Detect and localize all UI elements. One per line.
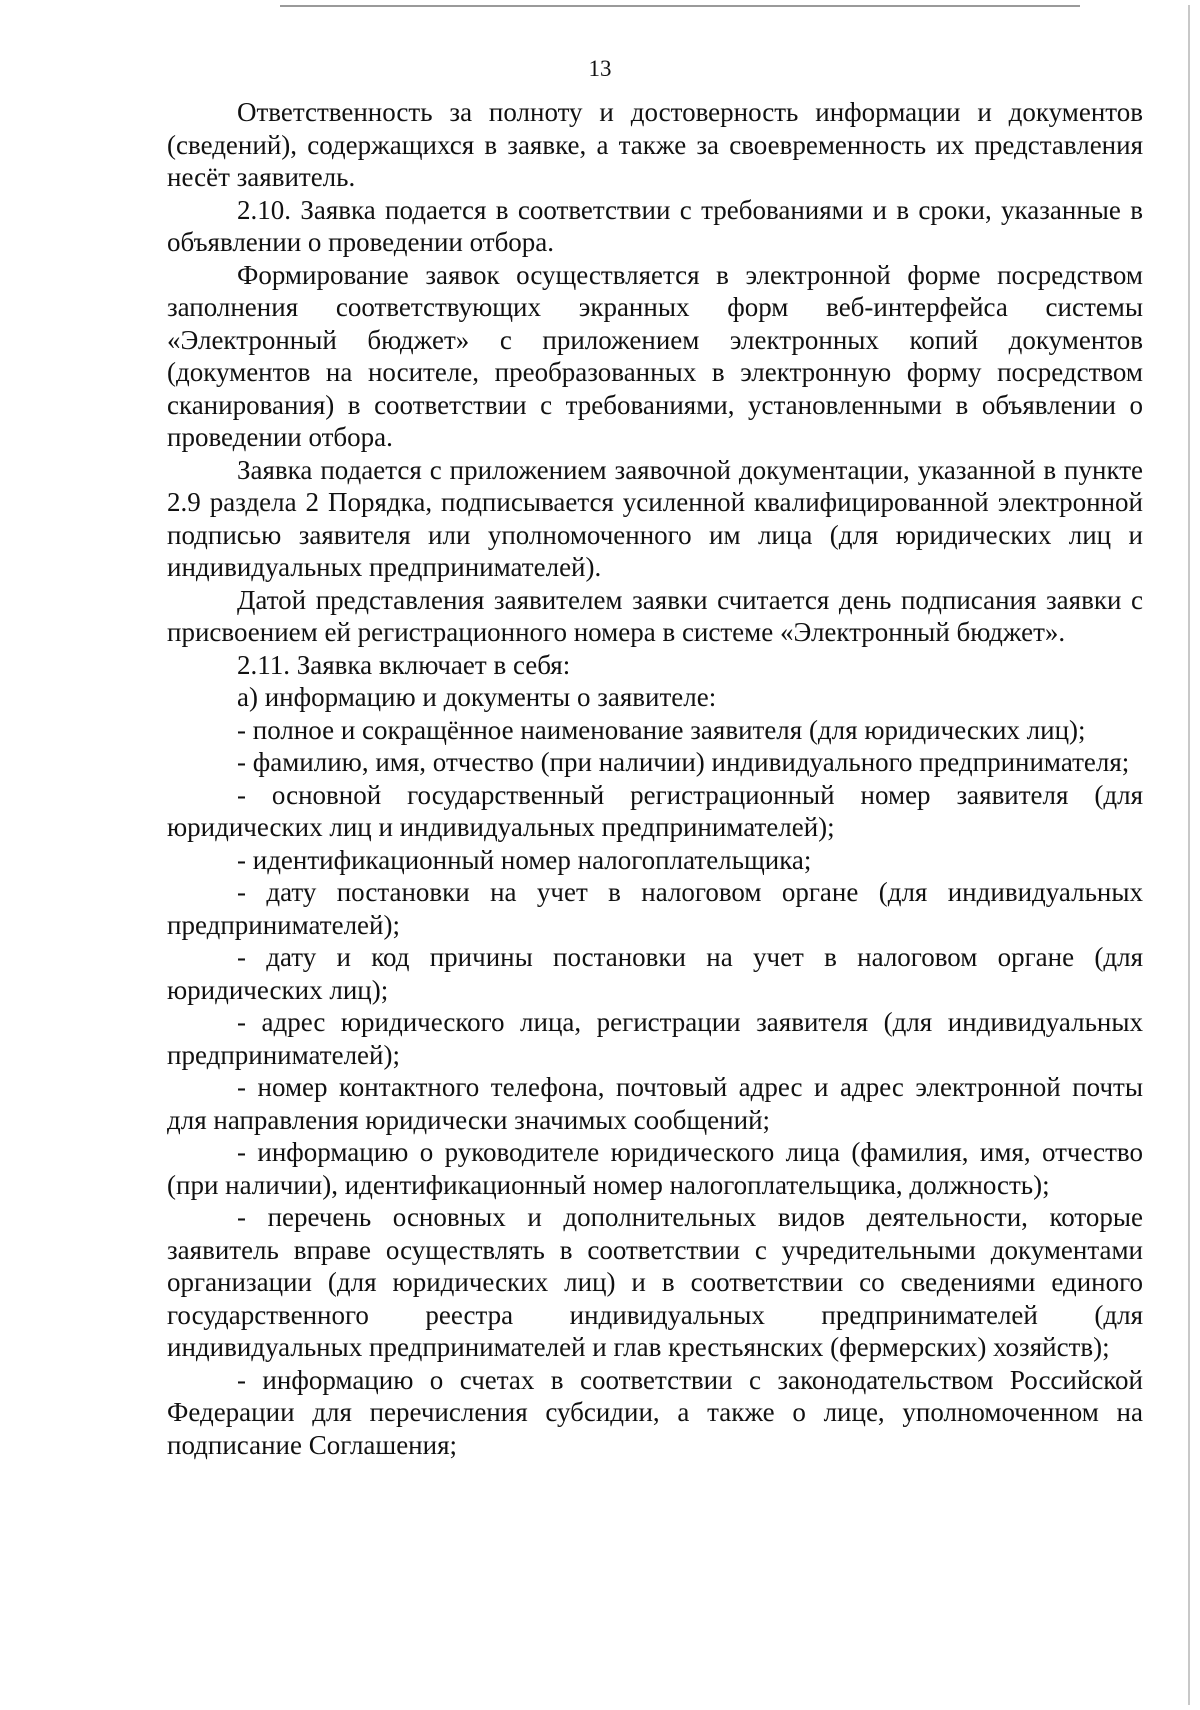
scan-edge-top [280, 5, 1080, 7]
list-item-activities: - перечень основных и дополнительных видов деятельности, которые заявитель вправе осуществлять в соответствии с учредительными документами организации (для юридических лиц) и в соответствии со сведениями единого государственного реестра индивидуальных предпринимателей (для индивидуальных предпринимателей и глав крестьянских (фермерских) хозяйств); [167, 1202, 1143, 1362]
paragraph-2-11: 2.11. Заявка включает в себя: [237, 649, 571, 680]
list-item-tax-date: - дату постановки на учет в налоговом органе (для индивидуальных предпринимателей); [167, 877, 1143, 940]
list-item-contacts: - номер контактного телефона, почтовый адрес и адрес электронной почты для направления юридически значимых сообщений; [167, 1072, 1143, 1135]
document-body [167, 96, 1143, 1461]
list-item-inn: - идентификационный номер налогоплательщика; [237, 844, 812, 875]
paragraph-2-10: 2.10. Заявка подается в соответствии с требованиями и в сроки, указанные в объявлении о проведении отбора. [167, 194, 1143, 257]
paragraph-formation: Формирование заявок осуществляется в электронной форме посредством заполнения соответствующих экранных форм веб-интерфейса системы «Электронный бюджет» с приложением электронных копий документов (документов на носителе, преобразованных в электронную форму посредством сканирования) в соответствии с требованиями, установленными в объявлении о проведении отбора. [167, 259, 1143, 452]
list-item-accounts: - информацию о счетах в соответствии с законодательством Российской Федерации для перечисления субсидии, а также о лице, уполномоченном на подписание Соглашения; [167, 1364, 1143, 1460]
list-item-tax-code: - дату и код причины постановки на учет в налоговом органе (для юридических лиц); [167, 942, 1143, 1005]
list-item-ogrn: - основной государственный регистрационный номер заявителя (для юридических лиц и индивидуальных предпринимателей); [167, 779, 1143, 842]
paragraph-item-a: а) информацию и документы о заявителе: [237, 682, 717, 712]
list-item-director: - информацию о руководителе юридического лица (фамилия, имя, отчество (при наличии), идентификационный номер налогоплательщика, должность); [167, 1137, 1143, 1200]
paragraph-submission: Заявка подается с приложением заявочной документации, указанной в пункте 2.9 раздела 2 Порядка, подписывается усиленной квалифицированной электронной подписью заявителя или уполномоченного им лица (для юридических лиц и индивидуальных предпринимателей). [167, 454, 1143, 582]
scan-edge-right [1188, 5, 1190, 1705]
paragraph-date: Датой представления заявителем заявки считается день подписания заявки с присвоением ей регистрационного номера в системе «Электронный бюджет». [167, 584, 1143, 647]
list-item-fio: - фамилию, имя, отчество (при наличии) индивидуального предпринимателя; [237, 747, 1130, 777]
paragraph-responsibility: Ответственность за полноту и достоверность информации и документов (сведений), содержащихся в заявке, а также за своевременность их представления несёт заявитель. [167, 97, 1143, 192]
page-number: 13 [588, 56, 612, 81]
list-item-name: - полное и сокращённое наименование заявителя (для юридических лиц); [237, 714, 1086, 745]
list-item-address: - адрес юридического лица, регистрации заявителя (для индивидуальных предпринимателей); [167, 1007, 1143, 1070]
